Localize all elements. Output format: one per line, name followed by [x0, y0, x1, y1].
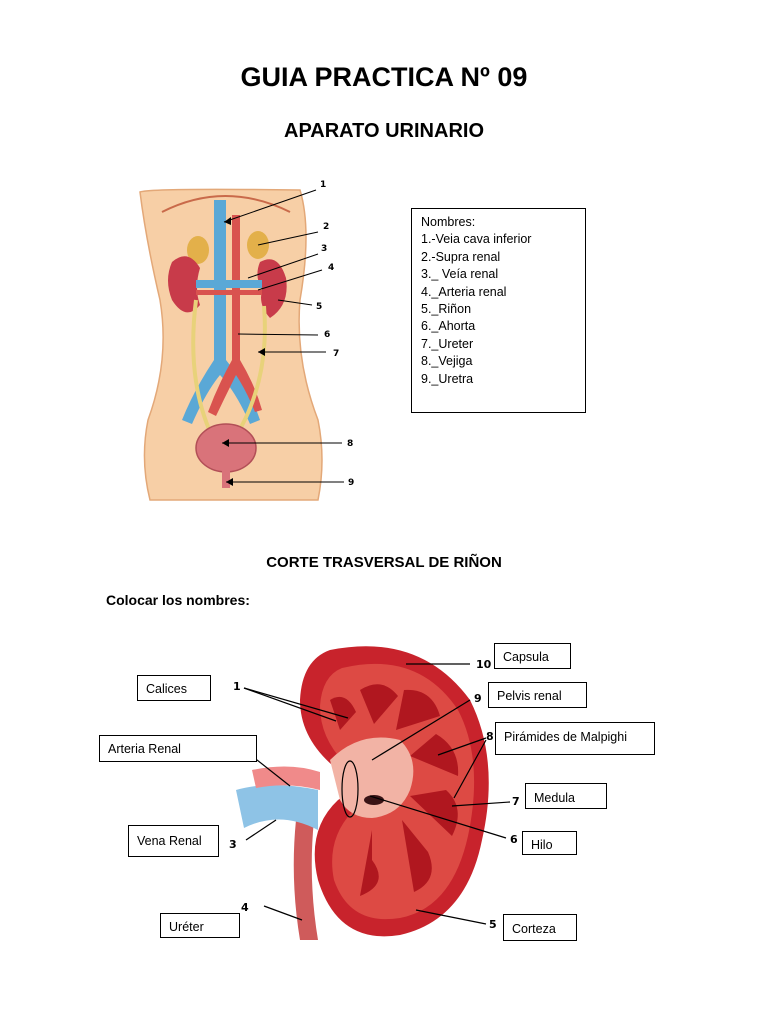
names-item: 2.-Supra renal [421, 249, 501, 264]
body-number-7: 7 [333, 349, 340, 359]
label-box-pelvis-renal: Pelvis renal [488, 682, 587, 708]
body-number-2: 2 [323, 222, 330, 232]
label-box-arteria-renal: Arteria Renal [99, 735, 257, 762]
body-number-8: 8 [347, 439, 354, 449]
names-item: 8._Vejiga [421, 354, 473, 369]
label-box-vena-renal: Vena Renal [128, 825, 219, 857]
body-number-1: 1 [320, 180, 327, 190]
body-number-4: 4 [328, 263, 335, 273]
kidney-number-8: 8 [486, 730, 494, 743]
kidney-number-9: 9 [474, 692, 482, 705]
body-number-3: 3 [321, 244, 328, 254]
kidney-number-10: 10 [476, 658, 492, 671]
kidney-number-1: 1 [233, 680, 241, 693]
body-number-9: 9 [348, 478, 355, 488]
section-title: CORTE TRASVERSAL DE RIÑON [266, 554, 502, 571]
label-box-medula: Medula [525, 783, 607, 809]
page-title: GUIA PRACTICA Nº 09 [240, 62, 528, 92]
label-box-hilo: Hilo [522, 831, 577, 855]
kidney-number-3: 3 [229, 838, 237, 851]
label-box-calices: Calices [137, 675, 211, 701]
body-number-6: 6 [324, 330, 331, 340]
kidney-cross-section [236, 646, 489, 940]
names-item: 4._Arteria renal [421, 284, 507, 299]
page-subtitle: APARATO URINARIO [284, 120, 484, 142]
names-item: 1.-Veia cava inferior [421, 232, 532, 247]
names-item: 9._Uretra [421, 371, 474, 386]
names-item: 7._Ureter [421, 336, 474, 351]
names-item: 3._ Veía renal [421, 267, 499, 282]
kidney-number-5: 5 [489, 918, 497, 931]
names-item: 5._Riñon [421, 302, 472, 317]
names-heading: Nombres: [421, 215, 476, 229]
kidney-number-4: 4 [241, 901, 249, 914]
kidney-number-6: 6 [510, 833, 518, 846]
label-box-piramides: Pirámides de Malpighi [495, 722, 655, 755]
names-item: 6._Ahorta [421, 319, 476, 334]
kidney-number-7: 7 [512, 795, 520, 808]
label-box-ureter: Uréter [160, 913, 240, 938]
names-list-box [411, 208, 586, 413]
label-box-corteza: Corteza [503, 914, 577, 941]
instruction-text: Colocar los nombres: [106, 592, 250, 608]
body-number-5: 5 [316, 302, 323, 312]
label-box-capsula: Capsula [494, 643, 571, 669]
